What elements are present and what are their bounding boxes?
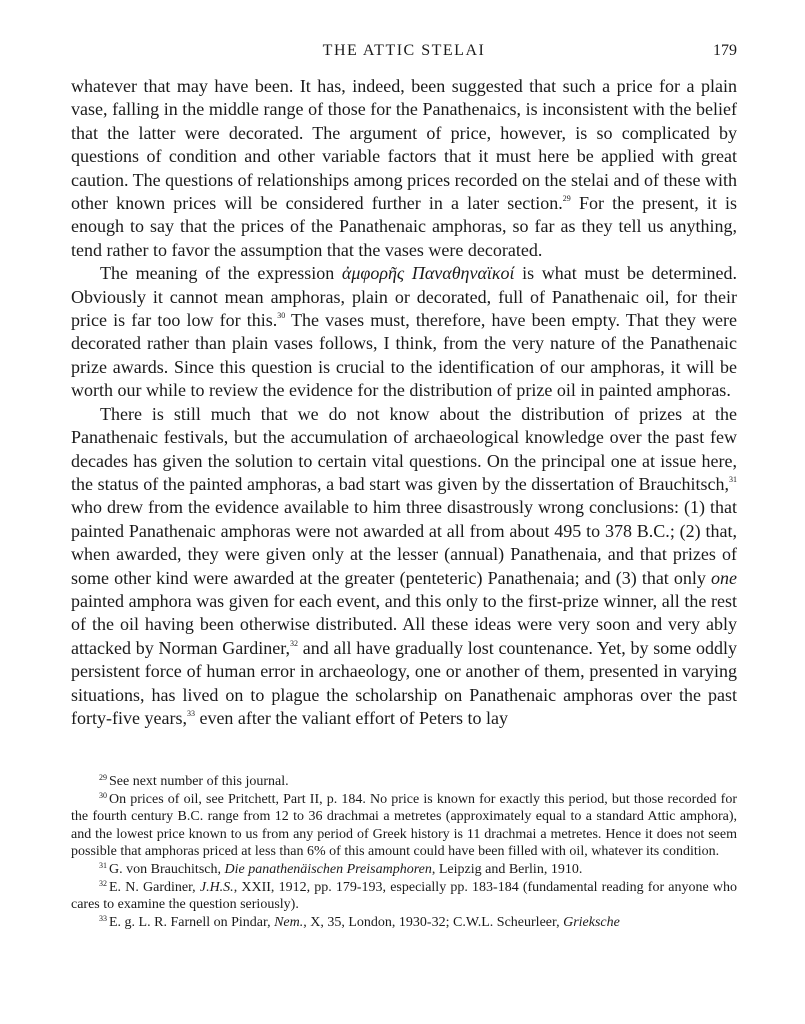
- footnote-33: [71, 914, 737, 932]
- paragraph-3-text-f: even after the valiant effort of Peters to lay: [194, 707, 508, 728]
- emphasis-one: one: [711, 567, 737, 588]
- book-title: Die panathenäischen Preisamphoren: [224, 861, 432, 877]
- paragraph-2: [71, 262, 737, 402]
- footnote-text-a: On prices of oil, see Pritchett, Part II, p. 184. No price is known for exactly this period, but those recorded for the fourth century: [71, 791, 737, 825]
- paragraph-3-text-a: There is still much that we do not know about the distribution of prizes at the Panathenaic festivals, but the accumulation of archaeological knowledge over the past few decades has given the solution to certain vital questions. On the principal one at issue here, the status of the painted amphoras, a bad start was given by the dissertation of Brauchitsch,: [71, 403, 737, 494]
- paragraph-3-text-b: who drew from the evidence available to him three disastrously wrong conclusions: (1) that painted Panathenaic amphoras were not awarded at all from about 495 to 378: [71, 497, 737, 541]
- paragraph-3-text-c: ; (2) that, when awarded, they were given only at the lesser (annual) Panathenaia, and that prizes of some other kind were awarded at the greater (penteteric) Panathenaia; and (3) that only: [71, 520, 737, 588]
- greek-phrase: ἀμφορῆς Παναθηναϊκοί: [341, 263, 515, 284]
- paragraph-3: [71, 403, 737, 731]
- work-title: Griekschе: [563, 914, 620, 930]
- paragraph-3-text-d: painted amphora was given for each event, and this only to the first-prize winner, all the rest of the oil having been otherwise distributed. All these ideas were very soon and very ably attacked by Norman Gardiner,: [71, 590, 737, 658]
- footnote-31: [71, 861, 737, 879]
- footnote-text-a: E. N. Gardiner,: [109, 879, 200, 895]
- footnote-30: [71, 791, 737, 861]
- footnote-number: 31: [99, 860, 107, 870]
- footnote-text-b: , X, 35, London, 1930-32; C.W.L. Scheurleer,: [303, 914, 564, 930]
- footnotes: [71, 773, 737, 931]
- paragraph-1-text-b: For the present, it is enough to say that the prices of the Panathenaic amphoras, so far as they tell us anything, tend rather to favor the assumption that the vases were decorated.: [71, 193, 738, 260]
- running-title: THE ATTIC STELAI: [322, 42, 486, 59]
- running-header: [71, 42, 737, 66]
- footnote-number: 32: [99, 878, 107, 888]
- footnote-text-b: range from 12 to 36 drachmai a metretes (approximately equal to a standard Attic amphora), and the lowest price known to us from any period of Greek history is 11 drachmai a metretes. Hence it does not seem possible that amphoras priced at less than 6% of this amount could have been filled with oil, whatever its condition.: [71, 809, 737, 860]
- footnote-ref-30: 30: [277, 311, 286, 321]
- footnote-text-b: , Leipzig and Berlin, 1910.: [431, 861, 583, 877]
- paragraph-2-text-b: is what must be determined. Obviously it cannot mean amphoras, plain or decorated, full of Panathenaic oil, for their price is far too low for this.: [71, 263, 737, 331]
- journal-title: J.H.S.: [199, 879, 234, 895]
- body-text: [71, 75, 737, 730]
- paragraph-3-text-e: and all have gradually lost countenance. Yet, by some oddly persistent force of human error in archaeology, one or another of them, presented in varying situations, has lived on to plague the scholarship on Panathenaic amphoras over the past forty-five years,: [71, 637, 737, 728]
- footnote-32: [71, 879, 737, 914]
- paragraph-1-text-a: whatever that may have been. It has, indeed, been suggested that such a price for a plain vase, falling in the middle range of those for the Panathenaics, is inconsistent with the belief that the latter were decorated. The argument of price, however, is so complicated by questions of condition and other variable factors that it must here be applied with great caution. The questions of relationships among prices recorded on the stelai and of these with other known prices will be considered further in a later section.: [71, 76, 737, 214]
- work-title: Nem.: [274, 914, 304, 930]
- paragraph-2-text-c: The vases must, therefore, have been empty. That they were decorated rather than plain vases follows, I think, from the very nature of the Panathenaic prize awards. Since this question is crucial to the identification of our amphoras, it will be worth our while to review the evidence for the distribution of prize oil in painted amphoras.: [71, 310, 737, 401]
- bc-abbrev: B.C.: [636, 520, 670, 541]
- footnote-number: 29: [99, 773, 107, 782]
- footnote-text-a: E. g. L. R. Farnell on Pindar,: [109, 914, 275, 930]
- footnote-29: [71, 773, 737, 791]
- paragraph-2-text-a: The meaning of the expression: [100, 263, 342, 284]
- footnote-ref-33: 33: [186, 708, 195, 718]
- footnote-text-b: , XXII, 1912, pp. 179-193, especially pp. 183-184 (fundamental reading for anyone who cares to examine the question seriously).: [71, 879, 737, 913]
- bc-abbrev: B.C.: [177, 809, 204, 825]
- footnote-number: 33: [99, 913, 107, 923]
- paragraph-1: [71, 75, 737, 262]
- footnote-ref-29: 29: [562, 194, 571, 204]
- footnote-ref-31: 31: [729, 474, 737, 484]
- footnote-text-a: G. von Brauchitsch,: [109, 861, 225, 877]
- page-number: 179: [713, 42, 737, 59]
- footnote-number: 30: [99, 790, 107, 800]
- footnote-ref-32: 32: [289, 638, 298, 648]
- footnote-text: See next number of this journal.: [109, 774, 289, 789]
